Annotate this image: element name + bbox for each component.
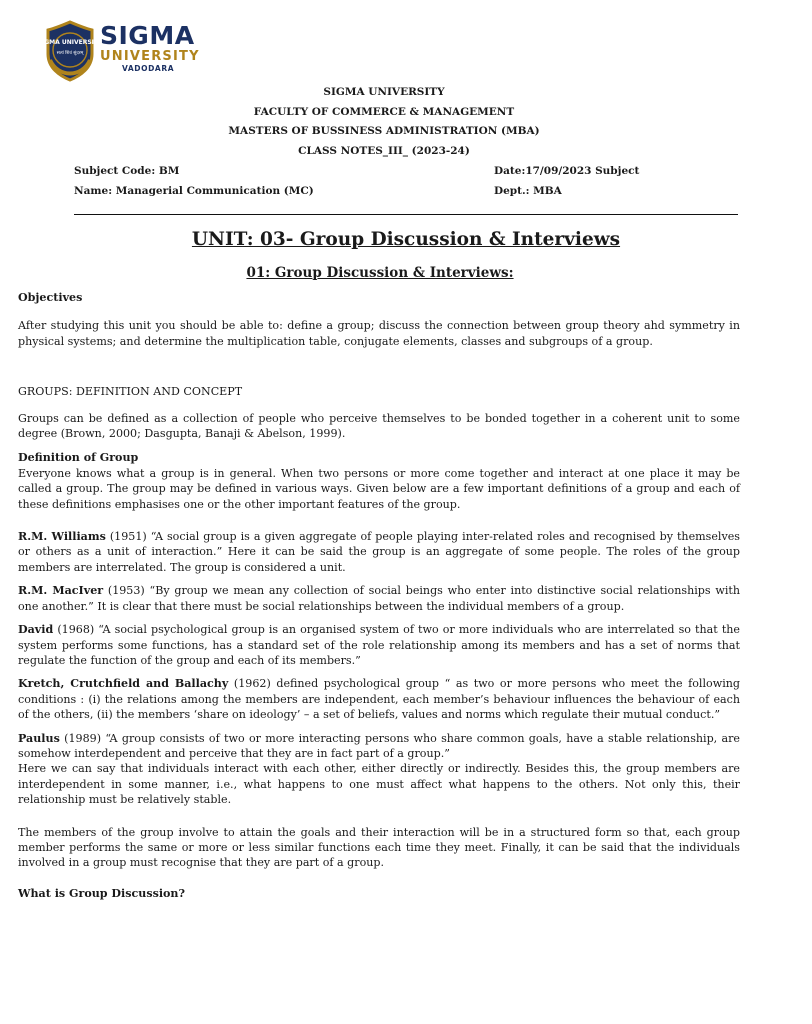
maciver-name: R.M. MacIver <box>18 584 104 598</box>
crest-text: SIGMA UNIVERSITY <box>37 39 103 46</box>
kretch-text: (1962) defined psychological group “ as two or more persons who meet the following conditions : (i) the relations among the members are independent, each member’s behaviour influences the behaviour of each of the others, (ii) the members ‘share on ideology’ – a set of beliefs, values and norms which regulate their mutual conduct.” <box>18 677 740 722</box>
paulus-text: (1989) “A group consists of two or more interacting persons who share common goals, have a stable relationship, are somehow interdependent and perceive that they are in fact part of a group.” <box>18 731 740 760</box>
david-text: (1968) “A social psychological group is an organised system of two or more individuals who are interrelated so that the system performs some functions, has a standard set of the role relationship among its members and has a set of norms that regulate the function of the group and each of its members.” <box>18 623 740 667</box>
groups-heading: GROUPS: DEFINITION AND CONCEPT <box>18 385 243 399</box>
kretch-name: Kretch, Crutchfield and Ballachy <box>18 677 229 691</box>
university-logo <box>37 20 200 82</box>
objectives-text: After studying this unit you should be able to: define a group; discuss the connection between group theory ahd symmetry in physical systems; and determine the multiplication table, conjugate elements, classes and subgroups of a group. <box>18 319 740 348</box>
logo-wordmark <box>100 22 200 73</box>
paulus-definition <box>18 731 740 762</box>
definition-text: Everyone knows what a group is in general. When two persons or more come together and interact at one place it may be called a group. The group may be defined in various ways. Given below are a few important definitions of a group and each of these definitions emphasises one or the other important features of the group. <box>18 466 740 511</box>
paulus-explanation: Here we can say that individuals interact with each other, either directly or indirectly. Besides this, the group members are interdependent in some manner, i.e., what happens to one must affect what happens to the others. Not only this, their relationship must be relatively stable. <box>18 762 740 807</box>
subject-name: Name: Managerial Communication (MC) <box>74 185 314 197</box>
williams-text: (1951) “A social group is a given aggregate of people playing inter-related roles and recognised by themselves or others as a unit of interaction.” Here it can be said the group is an aggregate of some people. The roles of the group members are interrelated. The group is considered a unit. <box>18 530 740 574</box>
department: Dept.: MBA <box>494 185 562 197</box>
definition-heading: Definition of Group <box>18 451 139 465</box>
paulus-name: Paulus <box>18 731 60 745</box>
document-body <box>18 290 740 901</box>
groups-text: Groups can be defined as a collection of people who perceive themselves to be bonded together in a coherent unit to some degree (Brown, 2000; Dasgupta, Banaji & Abelson, 1999). <box>18 411 740 441</box>
program-name: MASTERS OF BUSSINESS ADMINISTRATION (MBA) <box>228 125 540 137</box>
header-divider <box>74 214 738 215</box>
kretch-definition <box>18 676 740 722</box>
logo-sub-text: UNIVERSITY <box>100 49 200 64</box>
faculty-name: FACULTY OF COMMERCE & MANAGEMENT <box>253 106 515 118</box>
logo-brand-text: SIGMA <box>100 21 195 50</box>
class-notes-label: CLASS NOTES_III_ (2023-24) <box>298 145 470 157</box>
section-title: 01: Group Discussion & Interviews: <box>246 265 514 281</box>
williams-name: R.M. Williams <box>18 530 106 544</box>
logo-city-text: VADODARA <box>122 64 175 73</box>
members-text: The members of the group involve to attain the goals and their interaction will be in a structured form so that, each group member performs the same or more or less similar functions each time they meet. Finally, it can be said that the individuals involved in a group must recognise that they are part of a group. <box>18 825 740 870</box>
crest-motto: सत्यं शिवं सुंदरम् <box>56 51 84 56</box>
objectives-heading: Objectives <box>18 291 83 304</box>
williams-definition <box>18 529 740 575</box>
david-name: David <box>18 623 54 637</box>
unit-title: UNIT: 03- Group Discussion & Interviews <box>191 229 621 250</box>
maciver-text: (1953) “By group we mean any collection of social beings who enter into distinctive social relationships with one another.” It is clear that there must be social relationships between the individual members of a group. <box>18 584 740 613</box>
maciver-definition <box>18 583 740 614</box>
university-name: SIGMA UNIVERSITY <box>323 86 445 98</box>
group-discussion-heading: What is Group Discussion? <box>18 886 185 900</box>
university-crest-icon <box>37 20 103 82</box>
david-definition <box>18 622 740 668</box>
date-field: Date:17/09/2023 Subject <box>494 165 640 177</box>
subject-code: Subject Code: BM <box>74 165 180 177</box>
